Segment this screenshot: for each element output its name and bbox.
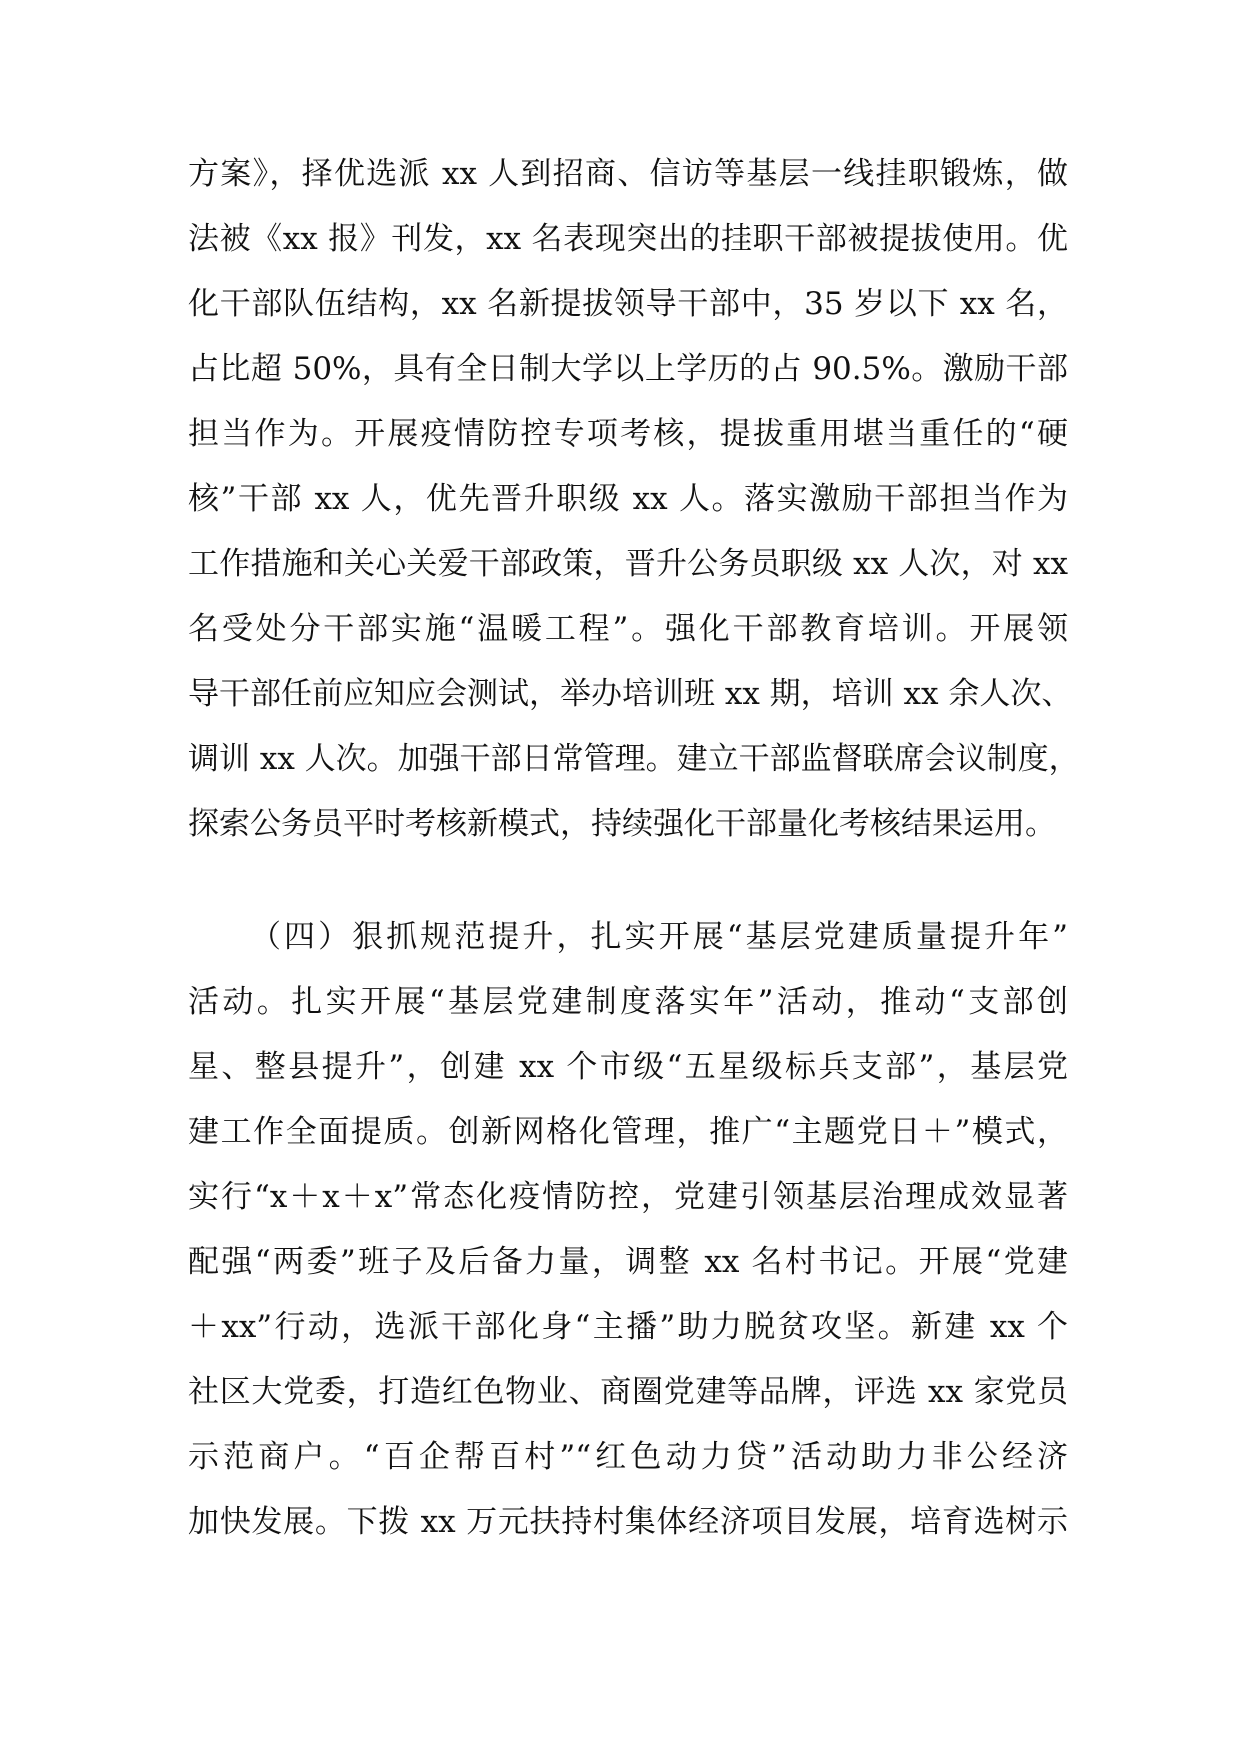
text-line: 探索公务员平时考核新模式，持续强化干部量化考核结果运用。 [188,806,1056,842]
paragraph-party-building [188,905,1068,1555]
text-line: 名受处分干部实施“温暖工程”。强化干部教育培训。开展领 [188,611,1068,647]
text-line: 社区大党委，打造红色物业、商圈党建等品牌，评选 xx 家党员 [188,1374,1068,1410]
text-line: 核”干部 xx 人，优先晋升职级 xx 人。落实激励干部担当作为 [188,481,1068,517]
text-line: 调训 xx 人次。加强干部日常管理。建立干部监督联席会议制度， [188,741,1080,777]
text-line: 工作措施和关心关爱干部政策，晋升公务员职级 xx 人次，对 xx [188,546,1068,582]
section-heading-line: （四）狠抓规范提升，扎实开展“基层党建质量提升年” [250,919,1068,955]
text-line: 建工作全面提质。创新网格化管理，推广“主题党日＋”模式， [188,1114,1068,1150]
text-line: 星、整县提升”，创建 xx 个市级“五星级标兵支部”，基层党 [188,1049,1068,1085]
text-line: 活动。扎实开展“基层党建制度落实年”活动，推动“支部创 [188,984,1068,1020]
text-line: 配强“两委”班子及后备力量，调整 xx 名村书记。开展“党建 [188,1244,1068,1280]
text-line: 实行“x＋x＋x”常态化疫情防控，党建引领基层治理成效显著 [188,1179,1068,1215]
text-line: ＋xx”行动，选派干部化身“主播”助力脱贫攻坚。新建 xx 个 [188,1309,1068,1345]
text-line: 占比超 50%，具有全日制大学以上学历的占 90.5%。激励干部 [188,351,1068,387]
text-line: 导干部任前应知应会测试，举办培训班 xx 期，培训 xx 余人次、 [188,676,1073,712]
text-line: 加快发展。下拨 xx 万元扶持村集体经济项目发展，培育选树示 [188,1504,1068,1540]
text-line: 方案》，择优选派 xx 人到招商、信访等基层一线挂职锻炼，做 [188,156,1068,192]
text-line: 示范商户。“百企帮百村”“红色动力贷”活动助力非公经济 [188,1439,1068,1475]
paragraph-cadre-management [188,142,1080,857]
text-line: 法被《xx 报》刊发，xx 名表现突出的挂职干部被提拔使用。优 [188,221,1068,257]
text-line: 担当作为。开展疫情防控专项考核，提拔重用堪当重任的“硬 [188,416,1068,452]
text-line: 化干部队伍结构，xx 名新提拔领导干部中，35 岁以下 xx 名， [188,286,1068,322]
